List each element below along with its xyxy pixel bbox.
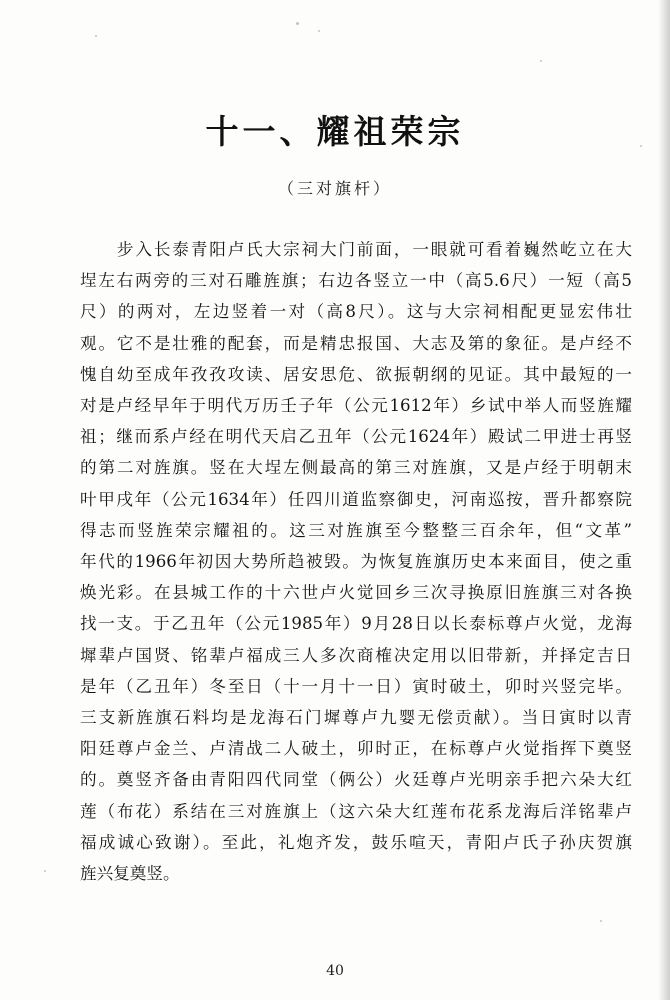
body-line: 观。它不是壮雅的配套，而是精忠报国、大志及第的象征。是卢经不 xyxy=(80,333,632,353)
scan-speck xyxy=(600,920,602,922)
scan-speck xyxy=(640,145,642,147)
body-line: 尺）的两对，左边竖着一对（高8尺）。这与大宗祠相配更显宏伟壮 xyxy=(80,302,632,322)
body-line: 墀辈卢国贤、铭辈卢福成三人多次商榷决定用以旧带新，并择定吉日 xyxy=(80,645,632,665)
body-line: 三支新旌旗石料均是龙海石门墀尊卢九婴无偿贡献）。当日寅时以青 xyxy=(80,708,632,728)
scan-speck xyxy=(95,35,97,37)
body-line: 的。奠竖齐备由青阳四代同堂（俩公）火廷尊卢光明亲手把六朵大红 xyxy=(80,770,632,790)
body-line: 步入长泰青阳卢氏大宗祠大门前面，一眼就可看着巍然屹立在大 xyxy=(80,240,632,259)
body-line: 旌兴复奠竖。 xyxy=(80,864,180,884)
body-line: 阳廷尊卢金兰、卢清战二人破土，卯时正，在标尊卢火觉指挥下奠竖 xyxy=(80,739,632,759)
scan-speck xyxy=(540,60,542,62)
body-line: 是年（乙丑年）冬至日（十一月十一日）寅时破土，卯时兴竖完毕。 xyxy=(80,676,632,696)
body-line: 莲（布花）系结在三对旌旗上（这六朵大红莲布花系龙海后洋铭辈卢 xyxy=(80,801,632,821)
body-paragraph xyxy=(80,234,632,889)
body-line: 对是卢经早年于明代万历壬子年（公元1612年）乡试中举人而竖旌耀 xyxy=(80,396,632,416)
scan-speck xyxy=(44,870,46,872)
body-line: 的第二对旌旗。竖在大埕左侧最高的第三对旌旗，又是卢经于明朝末 xyxy=(80,458,632,478)
body-line: 祖；继而系卢经在明代天启乙丑年（公元1624年）殿试二甲进士再竖 xyxy=(80,427,632,447)
body-line: 愧自幼至成年孜孜攻读、居安思危、欲振朝纲的见证。其中最短的一 xyxy=(80,364,632,384)
chapter-title: 十一、耀祖荣宗 xyxy=(205,112,465,151)
chapter-subtitle: （三对旗杆） xyxy=(277,179,392,198)
scan-speck xyxy=(296,22,299,25)
body-line: 焕光彩。在县城工作的十六世卢火觉回乡三次寻换原旧旌旗三对各换 xyxy=(80,583,632,603)
page-number: 40 xyxy=(326,963,344,979)
body-line: 年代的1966年初因大势所趋被毁。为恢复旌旗历史本来面目，使之重 xyxy=(80,552,632,572)
body-line: 叶甲戌年（公元1634年）任四川道监察御史，河南巡按，晋升都察院 xyxy=(80,489,632,509)
scan-speck xyxy=(318,30,320,32)
body-line: 埕左右两旁的三对石雕旌旗；右边各竖立一中（高5.6尺）一短（高5 xyxy=(80,271,632,291)
body-line: 找一支。于乙丑年（公元1985年）9月28日以长泰标尊卢火觉，龙海 xyxy=(80,614,632,634)
body-line: 福成诚心致谢）。至此，礼炮齐发，鼓乐喧天，青阳卢氏子孙庆贺旗 xyxy=(80,832,632,852)
body-line: 得志而竖旌荣宗耀祖的。这三对旌旗至今整整三百余年，但“文革” xyxy=(80,520,632,540)
